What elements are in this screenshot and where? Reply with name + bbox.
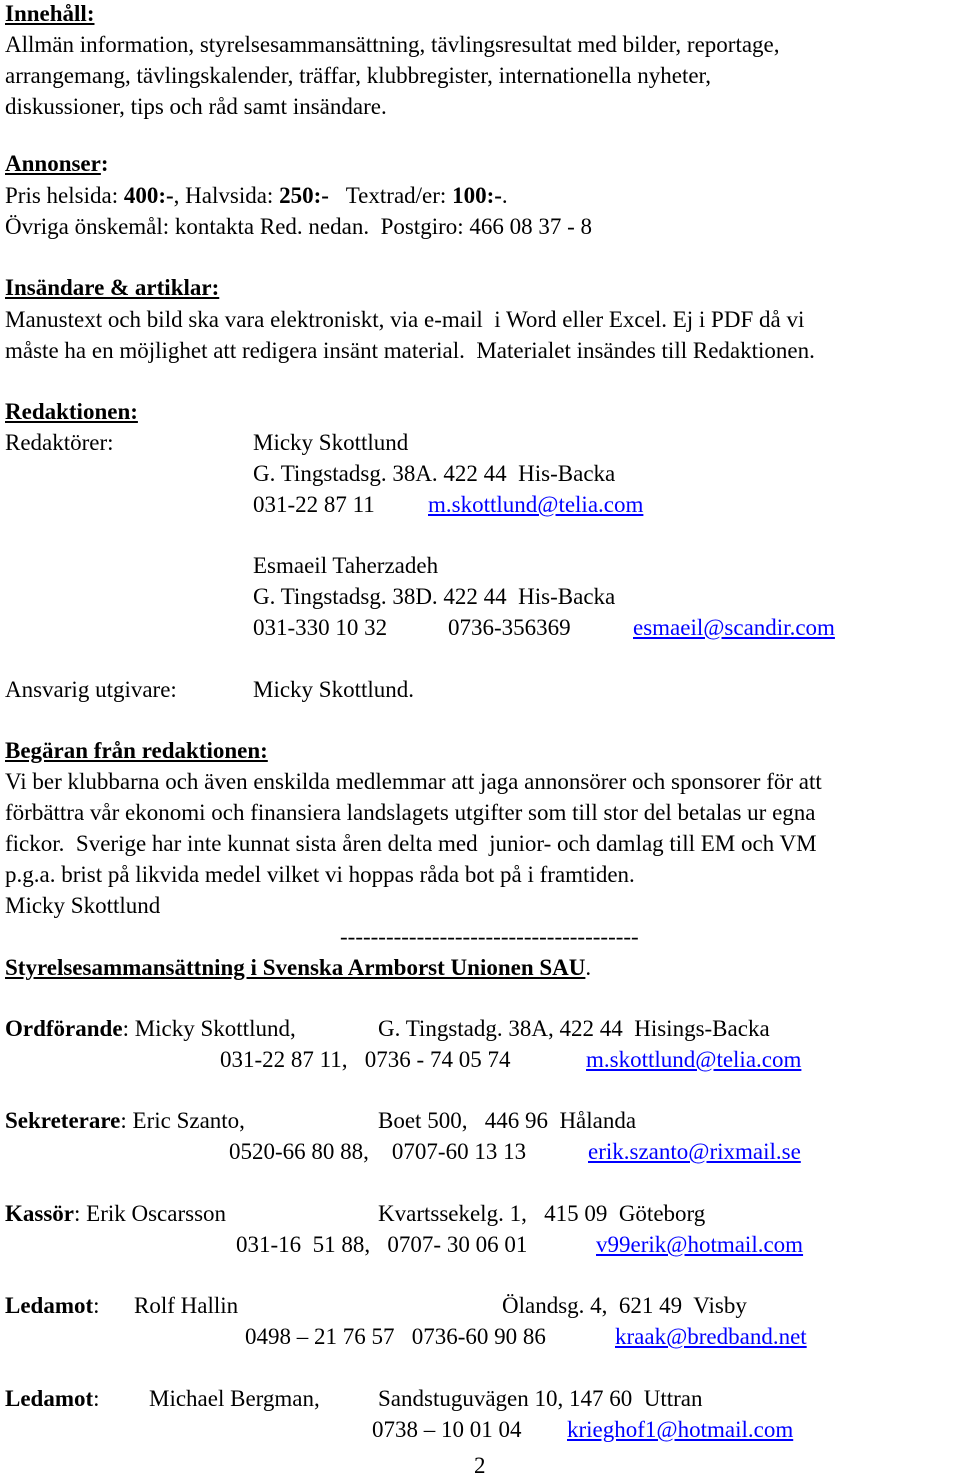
member-ledamot-2 — [5, 1385, 100, 1413]
annonser-heading-text: Annonser — [5, 151, 101, 176]
member-email-link[interactable]: v99erik@hotmail.com — [596, 1232, 804, 1257]
member-phones: 0738 – 10 01 04 — [372, 1417, 522, 1442]
innehall-heading: Innehåll: — [5, 1, 95, 26]
member-kassor — [5, 1200, 226, 1228]
begaran-line-1: Vi ber klubbarna och även enskilda medlemmar att jaga annonsörer och sponsorer för att — [5, 769, 822, 794]
utgivare-label: Ansvarig utgivare: — [5, 677, 177, 702]
begaran-line-2: förbättra vår ekonomi och finansiera landslagets utgifter som till stor del betalas ur egna — [5, 800, 816, 825]
styrelse-heading — [5, 954, 591, 982]
member-phones: 031-22 87 11, 0736 - 74 05 74 — [220, 1047, 511, 1072]
member-name: Eric Szanto, — [132, 1108, 245, 1133]
member-role-colon: : — [120, 1108, 127, 1133]
styrelse-heading-text: Styrelsesammansättning i Svenska Armborst Unionen SAU — [5, 955, 586, 980]
member-phones: 031-16 51 88, 0707- 30 06 01 — [236, 1232, 528, 1257]
insandare-line-1: Manustext och bild ska vara elektroniskt, via e-mail i Word eller Excel. Ej i PDF då vi — [5, 307, 805, 332]
member-role-colon: : — [122, 1016, 129, 1041]
member-email-link[interactable]: erik.szanto@rixmail.se — [588, 1139, 801, 1164]
member-sekreterare — [5, 1107, 245, 1135]
insandare-heading: Insändare & artiklar: — [5, 275, 220, 300]
innehall-line-3: diskussioner, tips och råd samt insändare. — [5, 94, 387, 119]
member-email-link[interactable]: m.skottlund@telia.com — [586, 1047, 802, 1072]
member-role-colon: : — [74, 1201, 81, 1226]
member-role: Ledamot — [5, 1386, 94, 1411]
price-half-value: 250:- — [279, 183, 329, 208]
member-phones: 0520-66 80 88, 0707-60 13 13 — [229, 1139, 527, 1164]
member-role-colon: : — [93, 1293, 100, 1318]
editor2-email-link[interactable]: esmaeil@scandir.com — [633, 615, 835, 640]
member-email-link[interactable]: kraak@bredband.net — [615, 1324, 807, 1349]
annonser-prices — [5, 182, 508, 210]
price-half-label: , Halvsida: — [173, 183, 280, 208]
insandare-line-2: måste ha en möjlighet att redigera insänt material. Materialet insändes till Redaktionen. — [5, 338, 815, 363]
member-address: Kvartssekelg. 1, 415 09 Göteborg — [378, 1201, 706, 1226]
price-full-label: Pris helsida: — [5, 183, 124, 208]
annonser-heading-colon: : — [100, 151, 109, 176]
redaktionen-heading: Redaktionen: — [5, 399, 138, 424]
annonser-heading — [5, 150, 109, 178]
begaran-line-4: p.g.a. brist på likvida medel vilket vi hoppas råda bot på i framtiden. — [5, 862, 635, 887]
editor1-name: Micky Skottlund — [253, 430, 409, 455]
member-role: Ordförande — [5, 1016, 123, 1041]
editor2-mobile: 0736-356369 — [448, 615, 571, 640]
member-name: Erik Oscarsson — [86, 1201, 227, 1226]
member-name: Rolf Hallin — [134, 1293, 239, 1318]
editor2-address: G. Tingstadsg. 38D. 422 44 His-Backa — [253, 584, 616, 609]
innehall-line-1: Allmän information, styrelsesammansättning, tävlingsresultat med bilder, reportage, — [5, 32, 780, 57]
separator-line: --------------------------------------- — [340, 924, 639, 949]
editor2-phone: 031-330 10 32 — [253, 615, 388, 640]
member-role: Sekreterare — [5, 1108, 121, 1133]
editor1-address: G. Tingstadsg. 38A. 422 44 His-Backa — [253, 461, 616, 486]
page-number: 2 — [474, 1453, 486, 1478]
member-address: Boet 500, 446 96 Hålanda — [378, 1108, 637, 1133]
member-address: G. Tingstadg. 38A, 422 44 Hisings-Backa — [378, 1016, 770, 1041]
editor1-phone: 031-22 87 11 — [253, 492, 375, 517]
annonser-other: Övriga önskemål: kontakta Red. nedan. Postgiro: 466 08 37 - 8 — [5, 214, 593, 239]
begaran-signature: Micky Skottlund — [5, 893, 161, 918]
redaktorer-label: Redaktörer: — [5, 430, 114, 455]
price-full-value: 400:- — [123, 183, 174, 208]
styrelse-heading-dot: . — [585, 955, 592, 980]
price-row-dot: . — [501, 183, 508, 208]
editor1-email-link[interactable]: m.skottlund@telia.com — [428, 492, 644, 517]
member-address: Ölandsg. 4, 621 49 Visby — [502, 1293, 747, 1318]
begaran-heading: Begäran från redaktionen: — [5, 738, 268, 763]
member-ledamot-1 — [5, 1292, 100, 1320]
editor2-name: Esmaeil Taherzadeh — [253, 553, 439, 578]
member-role: Ledamot — [5, 1293, 94, 1318]
innehall-line-2: arrangemang, tävlingskalender, träffar, klubbregister, internationella nyheter, — [5, 63, 712, 88]
member-role: Kassör — [5, 1201, 74, 1226]
member-name: Michael Bergman, — [149, 1386, 320, 1411]
price-row-value: 100:- — [452, 183, 502, 208]
begaran-line-3: fickor. Sverige har inte kunnat sista åren delta med junior- och damlag till EM och VM — [5, 831, 817, 856]
utgivare-name: Micky Skottlund. — [253, 677, 415, 702]
member-email-link[interactable]: krieghof1@hotmail.com — [567, 1417, 794, 1442]
price-row-label: Textrad/er: — [328, 183, 453, 208]
member-phones: 0498 – 21 76 57 0736-60 90 86 — [245, 1324, 546, 1349]
member-ordforande — [5, 1015, 296, 1043]
member-address: Sandstuguvägen 10, 147 60 Uttran — [378, 1386, 703, 1411]
member-name: Micky Skottlund, — [134, 1016, 296, 1041]
member-role-colon: : — [93, 1386, 100, 1411]
